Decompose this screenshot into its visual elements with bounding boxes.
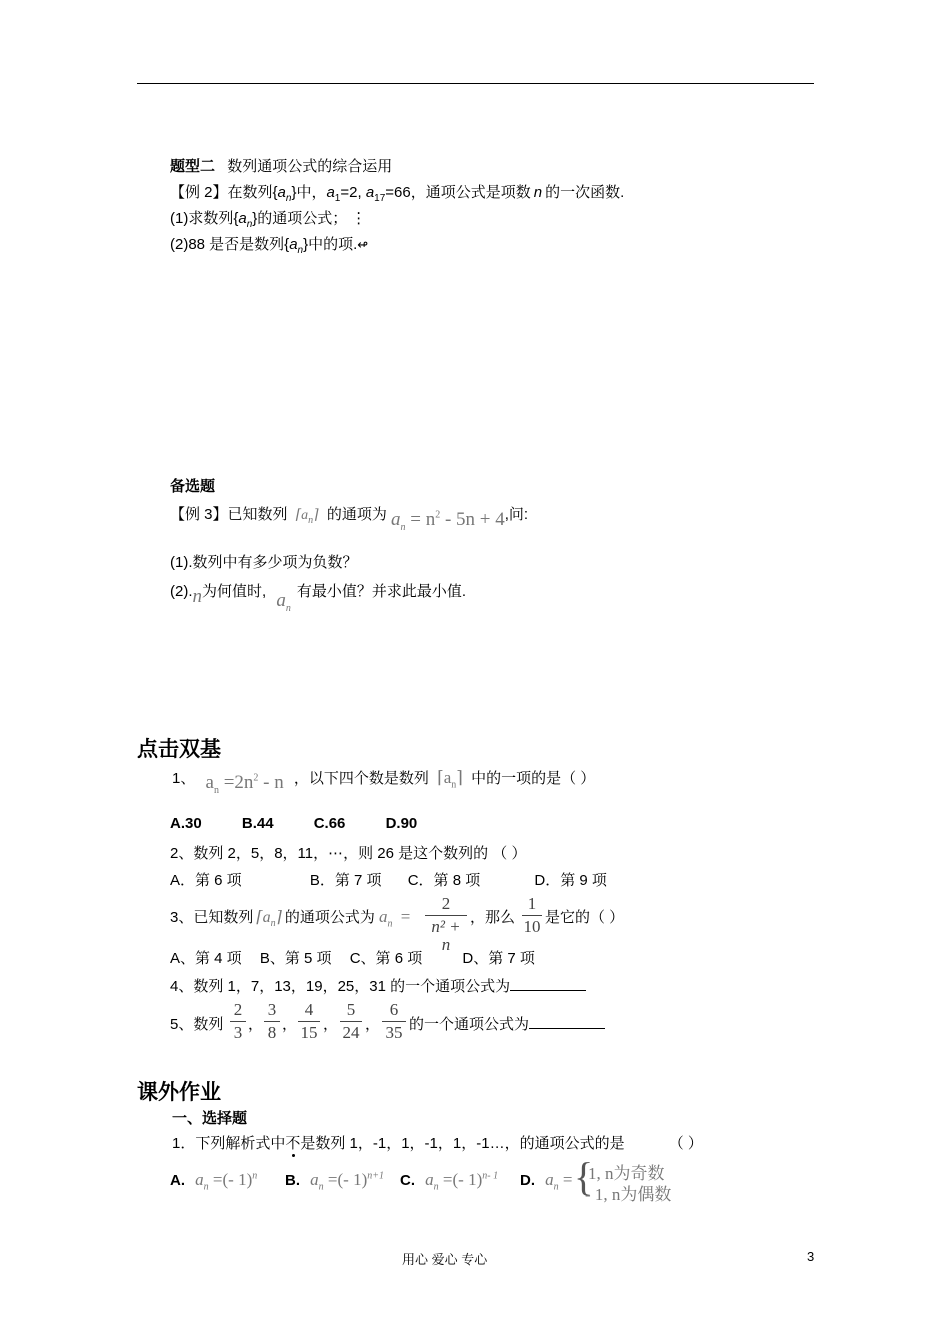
option-d-line-2: - 1, n为偶数 (585, 1185, 672, 1204)
problem-2-options: A．第 6 项 B．第 7 项 C．第 8 项 D．第 9 项 (170, 872, 607, 889)
problem-5-text: 的一个通项公式为 (409, 1013, 605, 1034)
option-d-line-1: 1, n为奇数 (588, 1164, 665, 1183)
backup-heading: 备选题 (170, 478, 216, 495)
problem-1-formula: $a_n =2n^2 - n$ (205, 772, 284, 796)
problem-5-label: 5、数列 (170, 1016, 224, 1033)
fraction: 4 15 (298, 1001, 320, 1042)
problem-2: 2、数列 2，5，8，11，⋯，则 26 是这个数列的 （ ） (170, 845, 527, 862)
homework-section: 一、选择题 (172, 1110, 248, 1127)
left-brace-icon: { (574, 1154, 594, 1199)
footer-motto: 用心 爱心 专心 (402, 1252, 488, 1267)
example-2: 【例 2】在数列$\{a_n\}$中，$a_1=2$, $a_{17}=66$，通项公式是项数 n 的一次函数. (170, 184, 625, 204)
example-2-question-2: (2)88 是否是数列$\{a_n\}$中的项.↫ (170, 236, 369, 256)
problem-3-options: A、第 4 项 B、第 5 项 C、第 6 项 D、第 7 项 (170, 950, 535, 967)
separator: ， (365, 1016, 381, 1033)
fraction: 3 8 (264, 1001, 280, 1042)
problem-3-end: 是它的（ ） (545, 909, 625, 926)
separator: ， (323, 1016, 339, 1033)
option-a[interactable]: A. $a_n$ =(- 1)$^n$ (170, 1170, 258, 1193)
fraction: 2 3 (230, 1001, 246, 1042)
page-number: 3 (807, 1249, 815, 1264)
general-term-formula: $a_n = n^2 - 5n + 4$ (391, 509, 505, 533)
separator: ， (282, 1016, 298, 1033)
homework-heading: 课外作业 (137, 1081, 221, 1104)
an-symbol: $a_n$ (276, 590, 291, 614)
problem-4: 4、数列 1，7，13，19，25，31 的一个通项公式为 (170, 975, 586, 996)
sequence-notation: $⌈a_n⌉$ (437, 768, 463, 791)
fraction-1-over-10: 1 10 (523, 894, 541, 936)
example-3: 【例 3】已知数列 $⌈a_n⌉$ 的通项为 $a_n = n^2 - 5n + 4$,问: (170, 506, 529, 533)
fraction-2-over-n2-plus-n: 2 n² + n (425, 895, 467, 954)
basics-heading: 点击双基 (137, 738, 221, 761)
sequence-notation: $⌈a_n⌉$ (295, 508, 319, 526)
header-rule (137, 83, 814, 84)
vertical-dots-icon: ⋮ (351, 210, 367, 227)
sequence-notation: $⌈a_n⌉$ (256, 909, 282, 930)
problem-3-text: ，那么 (470, 909, 516, 926)
problem-1-options: A.30 B.44 C.66 D.90 (170, 815, 418, 832)
option-b[interactable]: B. $a_n$ =(- 1)$^{n+1}$ (285, 1170, 384, 1193)
homework-question-1: 1．下列解析式中不是数列 1，-1，1，-1，1，-1…，的通项公式的是 （ ） (172, 1135, 703, 1152)
answer-blank[interactable] (510, 976, 586, 991)
fraction: 6 35 (382, 1001, 406, 1042)
example-2-question-1: (1)求数列$\{a_n\}$的通项公式； ⋮ (170, 210, 367, 230)
option-d[interactable]: D. $a_n$ = (520, 1170, 573, 1193)
option-c[interactable]: C. $a_n$ =(- 1)$^{n- 1}$ (400, 1170, 499, 1193)
fraction: 5 24 (340, 1001, 362, 1042)
example-3-question-2: (2).n为何值时, $a_n$有最小值？并求此最小值. (170, 583, 467, 614)
answer-blank[interactable] (529, 1014, 605, 1029)
anchor-mark-icon: ↫ (357, 237, 369, 252)
an-symbol: $a_n$ (379, 907, 393, 930)
separator: ， (248, 1016, 264, 1033)
type2-heading: 题型二 数列通项公式的综合运用 (170, 158, 393, 175)
example-3-question-1: (1).数列中有多少项为负数？ (170, 554, 358, 571)
problem-1: 1、 $a_n =2n^2 - n$ ，以下四个数是数列 $⌈a_n⌉$ 中的一项的是（ ） (172, 768, 596, 796)
problem-3: 3、已知数列 $⌈a_n⌉$ 的通项公式为 $a_n$ = (170, 907, 411, 930)
